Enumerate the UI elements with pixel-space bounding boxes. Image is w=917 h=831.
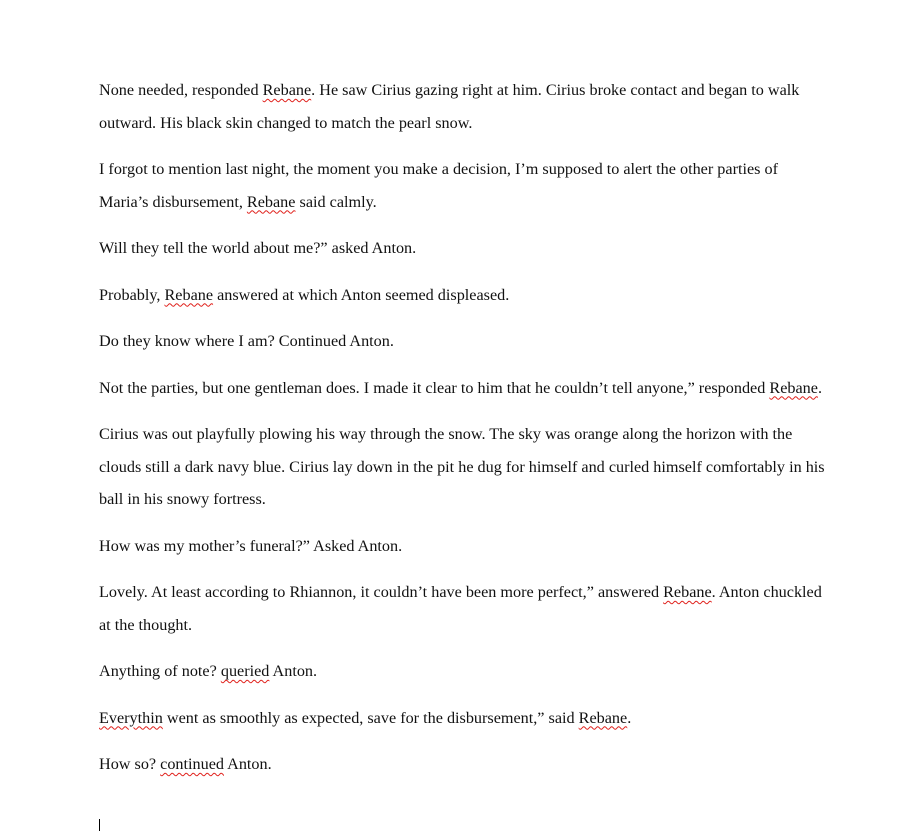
text-run: Will they tell the world about me?” asked Anton.: [99, 239, 417, 257]
paragraph[interactable]: [99, 748, 829, 781]
paragraph[interactable]: [99, 655, 829, 688]
text-run: Anything of note?: [99, 662, 221, 680]
paragraph[interactable]: [99, 279, 829, 312]
text-run: How so?: [99, 755, 161, 773]
text-run: Not the parties, but one gentleman does. I made it clear to him that he couldn’t tell anyone,” responded: [99, 378, 770, 397]
text-run: .: [627, 708, 632, 727]
text-run: How was my mother’s funeral?” Asked Anton.: [99, 536, 403, 555]
paragraph[interactable]: [99, 530, 829, 563]
misspelled-word: Everythin: [99, 708, 163, 727]
text-run: None needed, responded: [99, 81, 263, 99]
text-run: said calmly.: [295, 192, 377, 211]
text-run: Cirius was out playfully plowing his way through the snow. The sky was orange along the horizon with the clouds still a dark navy blue. Cirius lay down in the pit he dug for himself and curled himself comfortably in his ball in his snowy fortress.: [99, 425, 825, 508]
text-run: . He saw Cirius gazing right at him. Cirius broke contact and began to walk outward. His black skin changed to match the pearl snow.: [99, 81, 800, 132]
text-run: Anton.: [224, 755, 272, 773]
text-run: . Anton chuckled at the thought.: [99, 583, 822, 634]
misspelled-word: continued: [160, 755, 224, 773]
misspelled-word: Rebane: [663, 583, 712, 601]
misspelled-word: Rebane: [769, 378, 818, 397]
text-cursor: [99, 819, 100, 831]
paragraph[interactable]: [99, 576, 829, 641]
text-run: I forgot to mention last night, the moment you make a decision, I’m supposed to alert the other parties of Maria’s disbursement,: [99, 160, 778, 211]
text-run: Lovely. At least according to Rhiannon, it couldn’t have been more perfect,” answered: [99, 583, 664, 601]
text-run: went as smoothly as expected, save for the disbursement,” said: [162, 708, 579, 727]
misspelled-word: Rebane: [262, 81, 312, 99]
text-run: Do they know where I am? Continued Anton.: [99, 332, 394, 350]
paragraph[interactable]: [99, 372, 829, 405]
text-run: Probably,: [99, 285, 165, 304]
paragraph[interactable]: [99, 418, 829, 516]
misspelled-word: Rebane: [246, 192, 296, 211]
paragraph[interactable]: [99, 325, 829, 358]
text-run: Anton.: [269, 662, 318, 680]
document-body[interactable]: [99, 74, 829, 795]
paragraph[interactable]: [99, 153, 829, 218]
paragraph[interactable]: [99, 74, 829, 139]
text-run: answered at which Anton seemed displeased.: [213, 285, 510, 304]
misspelled-word: Rebane: [578, 708, 628, 727]
misspelled-word: Rebane: [164, 285, 214, 304]
paragraph[interactable]: [99, 702, 829, 735]
text-run: .: [817, 378, 822, 397]
paragraph[interactable]: [99, 232, 829, 265]
misspelled-word: queried: [220, 662, 270, 680]
